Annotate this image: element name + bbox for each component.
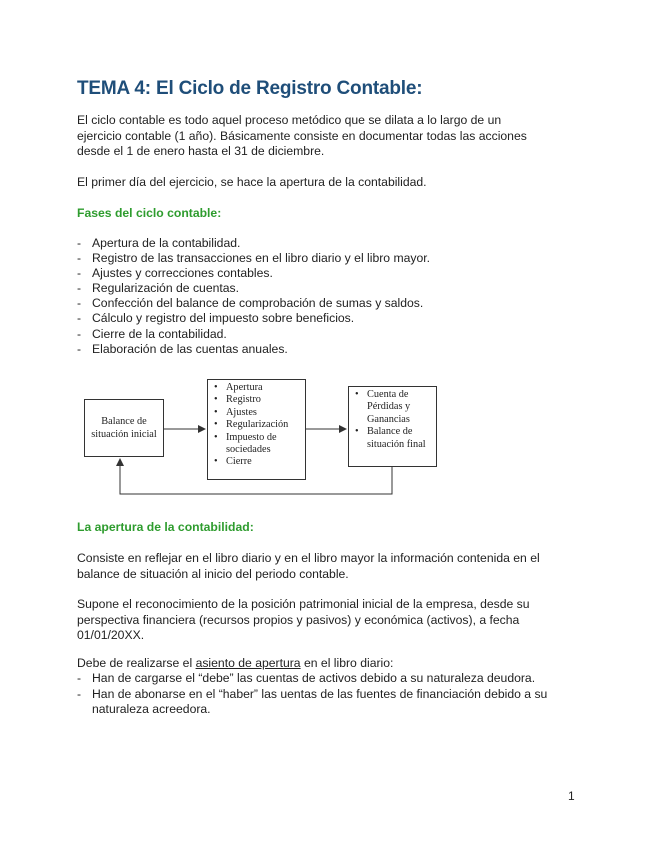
opening-paragraph-3: [77, 656, 393, 672]
list-item: - Ajustes y correcciones contables.: [77, 266, 430, 281]
intro-line: ejercicio contable (1 año). Básicamente consiste en documentar todas las acciones: [77, 128, 527, 143]
list-item: - Registro de las transacciones en el libro diario y el libro mayor.: [77, 251, 430, 266]
list-item: [77, 671, 547, 687]
list-item: - Cálculo y registro del impuesto sobre beneficios.: [77, 311, 430, 326]
first-day-paragraph: El primer día del ejercicio, se hace la apertura de la contabilidad.: [77, 175, 427, 189]
list-item-line: Han de abonarse en el “haber” las uentas de las fuentes de financiación debido a su: [92, 686, 548, 701]
paragraph-line: 01/01/20XX.: [77, 628, 145, 643]
list-item: - Apertura de la contabilidad.: [77, 236, 430, 251]
paragraph-text: Debe de realizarse el: [77, 656, 196, 670]
list-item: - Regularización de cuentas.: [77, 281, 430, 296]
list-item: • Regularización: [214, 419, 305, 431]
accounting-cycle-diagram: [76, 368, 454, 504]
list-item: • Cuenta de Pérdidas y Ganancias: [355, 389, 436, 426]
list-item: • Balance de situación final: [355, 426, 436, 451]
list-item: - Cierre de la contabilidad.: [77, 327, 430, 342]
intro-line: El ciclo contable es todo aquel proceso metódico que se dilata a lo largo de un: [77, 113, 502, 127]
list-item: - Elaboración de las cuentas anuales.: [77, 342, 430, 357]
opening-paragraph-1: [77, 551, 540, 582]
paragraph-text: en el libro diario:: [300, 656, 394, 670]
intro-line: desde el 1 de enero hasta el 31 de diciembre.: [77, 144, 325, 159]
opening-heading: La apertura de la contabilidad:: [77, 520, 254, 534]
page-number: 1: [568, 789, 575, 803]
list-item-line: naturaleza acreedora.: [92, 702, 211, 717]
paragraph-line: Supone el reconocimiento de la posición patrimonial inicial de la empresa, desde su: [77, 597, 530, 611]
list-item: • Ajustes: [214, 407, 305, 419]
intro-paragraph: [77, 113, 527, 160]
paragraph-line: balance de situación al inicio del periodo contable.: [77, 566, 349, 581]
page-title: TEMA 4: El Ciclo de Registro Contable:: [77, 78, 423, 99]
list-item: [77, 687, 547, 718]
list-item: • Cierre: [214, 456, 305, 468]
opening-paragraph-2: [77, 597, 530, 644]
opening-entry-list: [77, 671, 547, 718]
list-item: • Registro: [214, 394, 305, 406]
cycle-steps-box: [207, 379, 306, 480]
list-item: - Confección del balance de comprobación de sumas y saldos.: [77, 296, 430, 311]
list-item-line: Han de cargarse el “debe” las cuentas de activos debido a su naturaleza deudora.: [92, 671, 536, 685]
box-line: Balance de: [101, 416, 147, 427]
paragraph-line: Consiste en reflejar en el libro diario y en el libro mayor la información contenida en el: [77, 551, 540, 565]
phases-list: [77, 236, 430, 357]
final-statements-box: [348, 386, 437, 467]
opening-entry-link: asiento de apertura: [195, 656, 301, 670]
initial-balance-box: [84, 399, 164, 457]
box-line: situación inicial: [91, 429, 157, 440]
list-item: • Impuesto de sociedades: [214, 432, 305, 457]
paragraph-line: perspectiva financiera (recursos propios y pasivos) y económica (activos), a fecha: [77, 612, 520, 627]
phases-heading: Fases del ciclo contable:: [77, 206, 222, 220]
list-item: • Apertura: [214, 382, 305, 394]
